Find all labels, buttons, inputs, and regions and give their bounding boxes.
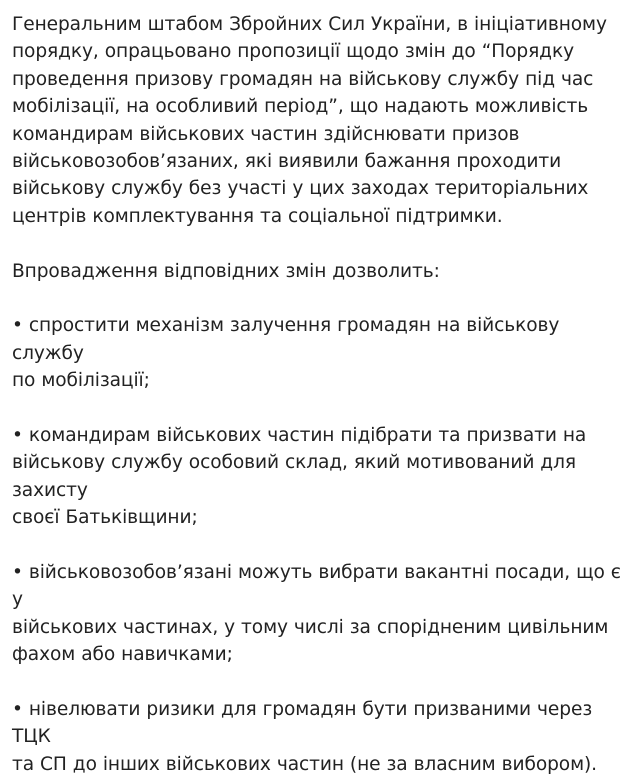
text-line: Генеральним штабом Збройних Сил України, в ініціативному (12, 14, 607, 35)
paragraph-spacer (12, 230, 629, 257)
bullet-item (12, 422, 629, 532)
paragraph-spacer (12, 669, 629, 696)
text-line: порядку, опрацьовано пропозиції щодо змін до “Порядку (12, 41, 574, 63)
text-line: центрів комплектування та соціальної підтримки. (12, 205, 503, 227)
intro-paragraph (12, 11, 629, 230)
text-line: командирам військових частин здійснювати призов (12, 123, 520, 145)
bullet-item (12, 696, 629, 778)
text-line: та СП до інших військових частин (не за власним вибором). (12, 753, 597, 775)
text-line: по мобілізації; (12, 370, 150, 392)
text-line: • спростити механізм залучення громадян на військову службу (12, 315, 560, 364)
paragraph-spacer (12, 532, 629, 559)
text-line: проведення призову громадян на військову службу під час (12, 68, 594, 90)
text-line: мобілізації, на особливий період”, що надають можливість (12, 96, 589, 118)
paragraph-spacer (12, 395, 629, 422)
text-line: військовозобов’язаних, які виявили бажання проходити (12, 151, 562, 173)
bullet-item (12, 312, 629, 394)
lead-paragraph (12, 258, 629, 285)
text-line: військову службу без участі у цих заходах територіальних (12, 178, 589, 200)
text-line: • нівелювати ризики для громадян бути призваними через ТЦК (12, 699, 593, 748)
text-line: Впровадження відповідних змін дозволить: (12, 260, 440, 282)
text-line: фахом або навичками; (12, 644, 233, 666)
text-line: своєї Батьківщини; (12, 507, 198, 529)
text-line: • військовозобов’язані можуть вибрати вакантні посади, що є у (12, 562, 621, 611)
bullet-item (12, 559, 629, 669)
paragraph-spacer (12, 285, 629, 312)
text-line: військових частинах, у тому числі за спорідненим цивільним (12, 616, 609, 638)
text-line: військову службу особовий склад, який мотивований для захисту (12, 452, 576, 501)
text-line: • командирам військових частин підібрати та призвати на (12, 425, 587, 447)
